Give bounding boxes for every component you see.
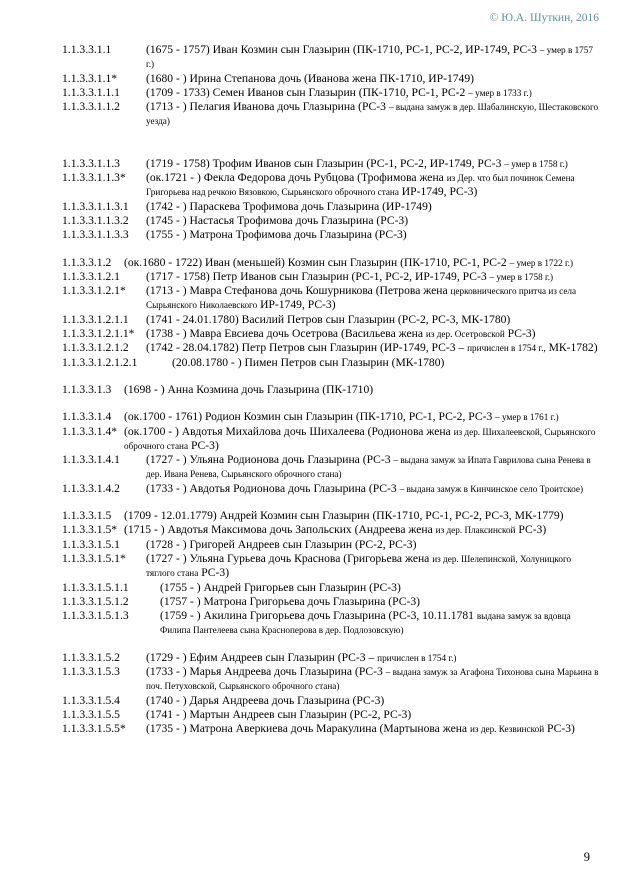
entry-body xyxy=(62,722,602,736)
entry-code: 1.1.3.3.1.1.3.1 xyxy=(62,199,129,213)
entry-code: 1.1.3.3.1.4.2 xyxy=(62,481,120,495)
entry-gap xyxy=(62,370,602,383)
entry-body xyxy=(62,581,602,595)
entry-text: (1727 - ) Ульяна Гурьева дочь Краснова (Григорьева жена xyxy=(146,551,433,565)
entry-body xyxy=(62,453,602,482)
entry-body xyxy=(62,200,602,214)
entry-code: 1.1.3.3.1.1.3.2 xyxy=(62,213,129,227)
genealogy-entry xyxy=(62,171,602,200)
page-number: 9 xyxy=(583,850,590,864)
entry-note: из Дер. что был починок Семена Григорьева над речкою Вязовкою, Сырьянского оброчного стана xyxy=(146,173,575,198)
genealogy-entry xyxy=(62,651,602,665)
entry-text: (1733 - ) Авдотья Родионова дочь Глазырина (РС-3 xyxy=(146,481,400,495)
entry-text: (1715 - ) Авдотья Максимова дочь Запольских (Андреева жена xyxy=(124,523,436,537)
entry-body xyxy=(62,552,602,581)
entry-text: (1757 - ) Матрона Григорьева дочь Глазырина (РС-3) xyxy=(160,594,420,608)
entry-body xyxy=(62,410,602,424)
entry-body xyxy=(62,43,602,72)
entry-code: 1.1.3.3.1.5.1.2 xyxy=(62,594,129,608)
entry-body xyxy=(62,327,602,341)
entry-code: 1.1.3.3.1.5.1* xyxy=(62,551,126,565)
entry-note: – выдана замуж в дер. Шабалинскую, Шестаковского уезда) xyxy=(146,102,599,127)
entry-text: (1729 - ) Ефим Андреев сын Глазырин (РС-3 – xyxy=(146,650,378,664)
entry-text: (1698 - ) Анна Козмина дочь Глазырина (ПК-1710) xyxy=(124,382,374,396)
entry-body xyxy=(62,313,602,327)
genealogy-entry xyxy=(62,327,602,341)
entry-body xyxy=(62,595,602,609)
entry-tail: РС-3) xyxy=(515,523,547,537)
entry-body xyxy=(62,157,602,171)
entry-text: (1755 - ) Матрона Трофимова дочь Глазырина (РС-3) xyxy=(146,228,407,242)
entry-text: (1713 - ) Мавра Стефанова дочь Кошурникова (Петрова жена xyxy=(146,284,451,298)
genealogy-entry xyxy=(62,100,602,129)
genealogy-entry xyxy=(62,453,602,482)
entry-code: 1.1.3.3.1.3 xyxy=(62,382,112,396)
genealogy-entry xyxy=(62,356,602,370)
entry-code: 1.1.3.3.1.4* xyxy=(62,424,118,438)
entry-body xyxy=(62,100,602,129)
entry-text: (1755 - ) Андрей Григорьев сын Глазырин (РС-3) xyxy=(160,580,401,594)
entry-code: 1.1.3.3.1.5* xyxy=(62,523,118,537)
entry-note: – выдана замуж за Агафона Тихонова сына Марьина в поч. Петуховской, Сырьянского оброчного стана) xyxy=(146,666,599,692)
entry-body xyxy=(62,256,602,270)
genealogy-entry xyxy=(62,694,602,708)
entry-text: (1709 - 12.01.1779) Андрей Козмин сын Глазырин (ПК-1710, РС-1, РС-2, РС-3, МК-1779) xyxy=(124,509,564,523)
entry-note: причислен в 1754 г.) xyxy=(377,652,457,663)
genealogy-entry xyxy=(62,341,602,355)
genealogy-entry xyxy=(62,609,602,638)
entry-text: (1728 - ) Григорей Андреев сын Глазырин (РС-2, РС-3) xyxy=(146,537,417,551)
entry-code: 1.1.3.3.1.2 xyxy=(62,255,112,269)
genealogy-list xyxy=(62,43,602,736)
entry-note: – умер в 1733 г.) xyxy=(468,87,532,98)
entry-body xyxy=(62,72,602,86)
entry-code: 1.1.3.3.1.5.1.1 xyxy=(62,580,129,594)
entry-body xyxy=(62,270,602,284)
genealogy-entry xyxy=(62,72,602,86)
entry-text: (1759 - ) Акилина Григорьева дочь Глазырина (РС-3, 10.11.1781 xyxy=(160,609,477,623)
entry-body xyxy=(62,383,602,397)
entry-note: выдана замуж за вдовца Филипа Пантелеева сына Красноперова в дер. Подлозовскую) xyxy=(160,611,571,636)
entry-code: 1.1.3.3.1.5.3 xyxy=(62,664,120,678)
entry-body xyxy=(62,228,602,242)
entry-code: 1.1.3.3.1.4.1 xyxy=(62,453,120,467)
entry-note: – умер в 1758 г.) xyxy=(504,158,568,169)
entry-code: 1.1.3.3.1.2.1.2 xyxy=(62,341,129,355)
entry-code: 1.1.3.3.1.5.5* xyxy=(62,722,126,736)
genealogy-entry xyxy=(62,708,602,722)
entry-tail: ИР-1749, РС-3) xyxy=(257,298,336,312)
entry-text: (ок.1721 - ) Фекла Федорова дочь Рубцова (Трофимова жена xyxy=(146,171,447,185)
entry-note: – умер в 1761 г.) xyxy=(495,412,559,423)
entry-body xyxy=(62,341,602,355)
entry-code: 1.1.3.3.1.5.1 xyxy=(62,537,120,551)
entry-text: (1740 - ) Дарья Андреева дочь Глазырина (РС-3) xyxy=(146,693,385,707)
genealogy-entry xyxy=(62,383,602,397)
entry-text: (1717 - 1758) Петр Иванов сын Глазырин (РС-1, РС-2, ИР-1749, РС-3 xyxy=(146,269,490,283)
entry-code: 1.1.3.3.1.5.2 xyxy=(62,650,120,664)
entry-text: (1742 - ) Параскева Трофимова дочь Глазырина (ИР-1749) xyxy=(146,199,432,213)
entry-body xyxy=(62,425,602,454)
entry-gap xyxy=(62,638,602,651)
genealogy-entry xyxy=(62,509,602,523)
entry-gap xyxy=(62,496,602,509)
entry-note: – умер в 1758 г.) xyxy=(489,271,554,282)
entry-code: 1.1.3.3.1.2.1.1 xyxy=(62,312,129,326)
entry-gap xyxy=(62,397,602,410)
entry-text: (1745 - ) Настасья Трофимова дочь Глазырина (РС-3) xyxy=(146,213,409,227)
entry-text: (1680 - ) Ирина Степанова дочь (Иванова жена ПК-1710, ИР-1749) xyxy=(146,71,475,85)
entry-body xyxy=(62,651,602,665)
entry-body xyxy=(62,665,602,694)
entry-text: (ок.1700 - ) Авдотья Михайлова дочь Шихалеева (Родионова жена xyxy=(124,424,454,438)
genealogy-entry xyxy=(62,157,602,171)
entry-code: 1.1.3.3.1.4 xyxy=(62,410,112,424)
copyright: © Ю.А. Шуткин, 2016 xyxy=(489,12,599,24)
entry-text: (1741 - 24.01.1780) Василий Петров сын Глазырин (РС-2, РС-3, МК-1780) xyxy=(146,312,511,326)
genealogy-entry xyxy=(62,722,602,736)
genealogy-entry xyxy=(62,410,602,424)
entry-body xyxy=(62,171,602,200)
entry-code: 1.1.3.3.1.2.1 xyxy=(62,269,120,283)
genealogy-entry xyxy=(62,228,602,242)
genealogy-entry xyxy=(62,86,602,100)
genealogy-entry xyxy=(62,200,602,214)
entry-code: 1.1.3.3.1.2.1.2.1 xyxy=(62,355,138,369)
genealogy-entry xyxy=(62,256,602,270)
entry-note: причислен в 1754 г., xyxy=(467,343,546,354)
genealogy-entry xyxy=(62,595,602,609)
entry-note: из дер. Осетровской xyxy=(425,329,505,340)
entry-text: (1709 - 1733) Семен Иванов сын Глазырин (ПК-1710, РС-1, РС-2 xyxy=(146,85,469,99)
entry-text: (1741 - ) Мартын Андреев сын Глазырин (РС-2, РС-3) xyxy=(146,707,412,721)
entry-note: из дер. Шихалеевской, Сырьянского оброчного стана xyxy=(124,426,596,451)
entry-body xyxy=(62,538,602,552)
entry-body xyxy=(62,214,602,228)
entry-code: 1.1.3.3.1.2.1* xyxy=(62,284,126,298)
entry-code: 1.1.3.3.1.1.1 xyxy=(62,85,120,99)
entry-body xyxy=(62,356,602,370)
entry-body xyxy=(62,509,602,523)
entry-tail: РС-3) xyxy=(198,566,230,580)
entry-note: – выдана замуж в Кинчинское село Троитское) xyxy=(399,483,584,494)
genealogy-entry xyxy=(62,43,602,72)
entry-tail: ИР-1749, РС-3) xyxy=(398,185,478,199)
entry-text: (1675 - 1757) Иван Козмин сын Глазырин (ПК-1710, РС-1, РС-2, ИР-1749, РС-3 xyxy=(146,43,540,56)
entry-code: 1.1.3.3.1.1.3 xyxy=(62,156,120,170)
entry-code: 1.1.3.3.1.2.1.1* xyxy=(62,327,135,341)
entry-body xyxy=(62,694,602,708)
entry-code: 1.1.3.3.1.5.1.3 xyxy=(62,609,129,623)
entry-body xyxy=(62,609,602,638)
entry-code: 1.1.3.3.1.1.2 xyxy=(62,100,120,114)
entry-code: 1.1.3.3.1.1 xyxy=(62,43,112,56)
entry-gap xyxy=(62,243,602,256)
entry-body xyxy=(62,708,602,722)
entry-note: из дер. Плаксинской xyxy=(435,525,516,536)
entry-code: 1.1.3.3.1.5 xyxy=(62,509,112,523)
entry-text: (ок.1680 - 1722) Иван (меньшей) Козмин сын Глазырин (ПК-1710, РС-1, РС-2 xyxy=(124,255,510,269)
genealogy-entry xyxy=(62,523,602,537)
entry-body xyxy=(62,86,602,100)
entry-text: (1733 - ) Марья Андреева дочь Глазырина (РС-3 xyxy=(146,664,386,678)
entry-note: – умер в 1722 г.) xyxy=(509,257,574,268)
entry-tail: РС-3) xyxy=(504,327,536,341)
entry-note: из дер. Кезвинской xyxy=(469,724,545,735)
entry-gap xyxy=(62,129,602,157)
genealogy-entry xyxy=(62,284,602,313)
entry-text: (1719 - 1758) Трофим Иванов сын Глазырин (РС-1, РС-2, ИР-1749, РС-3 xyxy=(146,156,505,170)
entry-text: (20.08.1780 - ) Пимен Петров сын Глазырин (МК-1780) xyxy=(172,355,445,369)
entry-code: 1.1.3.3.1.1.3.3 xyxy=(62,228,129,242)
entry-body xyxy=(62,523,602,537)
genealogy-entry xyxy=(62,482,602,496)
genealogy-entry xyxy=(62,270,602,284)
entry-note: церковнического притча из села Сырьянского Николаевского xyxy=(146,286,577,311)
genealogy-entry xyxy=(62,538,602,552)
entry-body xyxy=(62,482,602,496)
entry-text: (ок.1700 - 1761) Родион Козмин сын Глазырин (ПК-1710, РС-1, РС-2, РС-3 xyxy=(124,410,496,424)
genealogy-entry xyxy=(62,313,602,327)
entry-note: – выдана замуж за Ипата Гаврилова сына Ренева в дер. Ивана Ренева, Сырьянского оброчного стана) xyxy=(146,455,591,480)
entry-text: (1742 - 28.04.1782) Петр Петров сын Глазырин (ИР-1749, РС-3 – xyxy=(146,341,468,355)
genealogy-entry xyxy=(62,581,602,595)
entry-note: – умер в 1757 г.) xyxy=(146,45,593,70)
entry-code: 1.1.3.3.1.1.3* xyxy=(62,171,126,185)
entry-text: (1727 - ) Ульяна Родионова дочь Глазырина (РС-3 xyxy=(146,453,394,467)
entry-tail: РС-3) xyxy=(188,438,219,452)
entry-code: 1.1.3.3.1.5.4 xyxy=(62,693,120,707)
genealogy-entry xyxy=(62,552,602,581)
entry-text: (1738 - ) Мавра Евсиева дочь Осетрова (Васильева жена xyxy=(146,327,426,341)
entry-body xyxy=(62,284,602,313)
genealogy-entry xyxy=(62,425,602,454)
entry-tail: МК-1782) xyxy=(545,341,598,355)
genealogy-entry xyxy=(62,665,602,694)
entry-code: 1.1.3.3.1.5.5 xyxy=(62,707,120,721)
genealogy-entry xyxy=(62,214,602,228)
entry-tail: РС-3) xyxy=(544,722,575,736)
entry-code: 1.1.3.3.1.1* xyxy=(62,71,118,85)
entry-text: (1735 - ) Матрона Аверкиева дочь Маракулина (Мартынова жена xyxy=(146,722,470,736)
entry-text: (1713 - ) Пелагия Иванова дочь Глазырина (РС-3 xyxy=(146,100,389,114)
entry-note: из дер. Шелепинской, Холуницкого тяглого стана xyxy=(146,553,572,579)
